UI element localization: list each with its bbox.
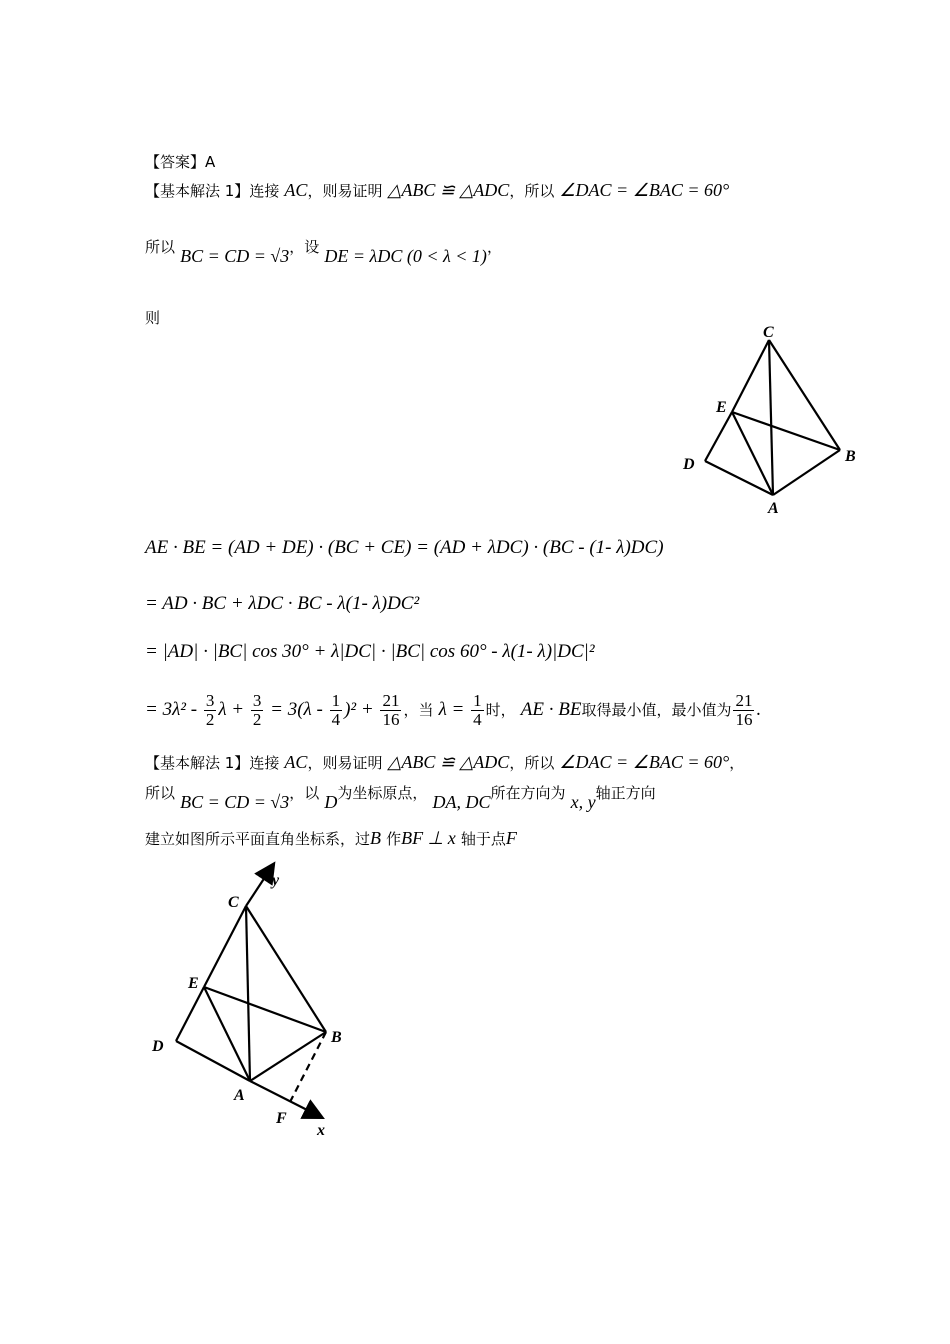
fraction-1-4b: $\frac{1}{4}$: [473, 691, 482, 729]
de-definition: DE = λDC (0 < λ < 1): [324, 246, 487, 266]
fig1-label-e: E: [716, 399, 727, 416]
segment-ac: AC: [284, 180, 308, 200]
fig2-edge-ed: [176, 987, 204, 1041]
figure1-quadrilateral: [670, 315, 870, 520]
fig2-label-e: E: [188, 975, 199, 992]
equation-4: = 3λ² - $\frac{3}{2}$ λ + $\frac{3}{2}$ = 3(λ - $\frac{1}{4}$ )² + $\frac{21}{16}$ ，当 λ = $\frac{1}{4}$ 时， AE · BE取得最小值，最小值为 $\frac{21}{16}$ .: [145, 691, 762, 729]
fig1-label-c: C: [763, 324, 774, 341]
fig2-label-f: F: [276, 1110, 287, 1127]
fig1-label-d: D: [683, 456, 695, 473]
fig2-label-c: C: [228, 894, 239, 911]
fig1-edge-ce: [732, 340, 769, 412]
method1-line1: 【基本解法 1】连接 AC，则易证明 △ABC ≌ △ADC，所以 ∠DAC = ∠BAC = 60°: [145, 180, 730, 200]
answer-label: 【答案】: [145, 153, 206, 171]
method2-line2: 所以 BC = CD = √3，以 D为坐标原点， DA, DC所在方向为 x, y轴正方向: [145, 784, 656, 812]
fig1-label-a: A: [768, 500, 779, 517]
fig1-edge-cb: [769, 340, 840, 450]
fraction-3-2: $\frac{3}{2}$: [205, 691, 215, 729]
method2-line1: 【基本解法 1】连接 AC，则易证明 △ABC ≌ △ADC，所以 ∠DAC = ∠BAC = 60°，: [145, 752, 745, 772]
fig2-edge-da: [176, 1041, 250, 1081]
fig1-label-b: B: [845, 448, 856, 465]
fraction-21-16b: $\frac{21}{16}$: [735, 691, 753, 729]
method1-line2: 所以 BC = CD = √3，设 DE = λDC (0 < λ < 1)，: [145, 238, 502, 266]
method1-label: 【基本解法 1】: [145, 182, 250, 200]
fraction-3-2b: $\frac{3}{2}$: [252, 691, 262, 729]
fraction-1-4: $\frac{1}{4}$: [331, 691, 341, 729]
fig2-label-a: A: [234, 1087, 245, 1104]
equation-1: AE · BE = (AD + DE) · (BC + CE) = (AD + λDC) · (BC - (1- λ)DC): [145, 537, 664, 558]
fig2-y-axis: [246, 865, 273, 906]
figure2-coordinate-diagram: [145, 855, 375, 1145]
bc-equals: BC = CD = √3: [180, 246, 290, 266]
fig1-edge-ca: [769, 340, 773, 495]
fig2-edge-cb: [246, 906, 326, 1032]
fig1-edge-da: [705, 461, 773, 495]
fig2-label-b: B: [331, 1029, 342, 1046]
answer-line: [145, 152, 215, 172]
equation-3: = |AD| · |BC| cos 30° + λ|DC| · |BC| cos 60° - λ(1- λ)|DC|²: [145, 641, 595, 662]
congruence: △ABC ≌ △ADC: [387, 180, 510, 200]
fig2-edge-ce: [204, 906, 246, 987]
fig2-edge-ca: [246, 906, 250, 1081]
method2-label: 【基本解法 1】: [145, 754, 250, 772]
method2-line3: 建立如图所示平面直角坐标系，过B 作BF ⊥ x 轴于点F: [145, 828, 517, 848]
fig1-edge-ab: [773, 450, 840, 495]
fraction-21-16: $\frac{21}{16}$: [382, 691, 400, 729]
fig1-edge-ed: [705, 412, 732, 461]
fig2-label-x: x: [317, 1122, 325, 1139]
fig2-label-d: D: [152, 1038, 164, 1055]
fig2-label-y: y: [272, 872, 280, 889]
method1-line3: 则: [145, 309, 161, 327]
equation-2: = AD · BC + λDC · BC - λ(1- λ)DC²: [145, 593, 420, 614]
angle-equality: ∠DAC = ∠BAC = 60°: [559, 180, 730, 200]
answer-value: A: [205, 153, 216, 171]
